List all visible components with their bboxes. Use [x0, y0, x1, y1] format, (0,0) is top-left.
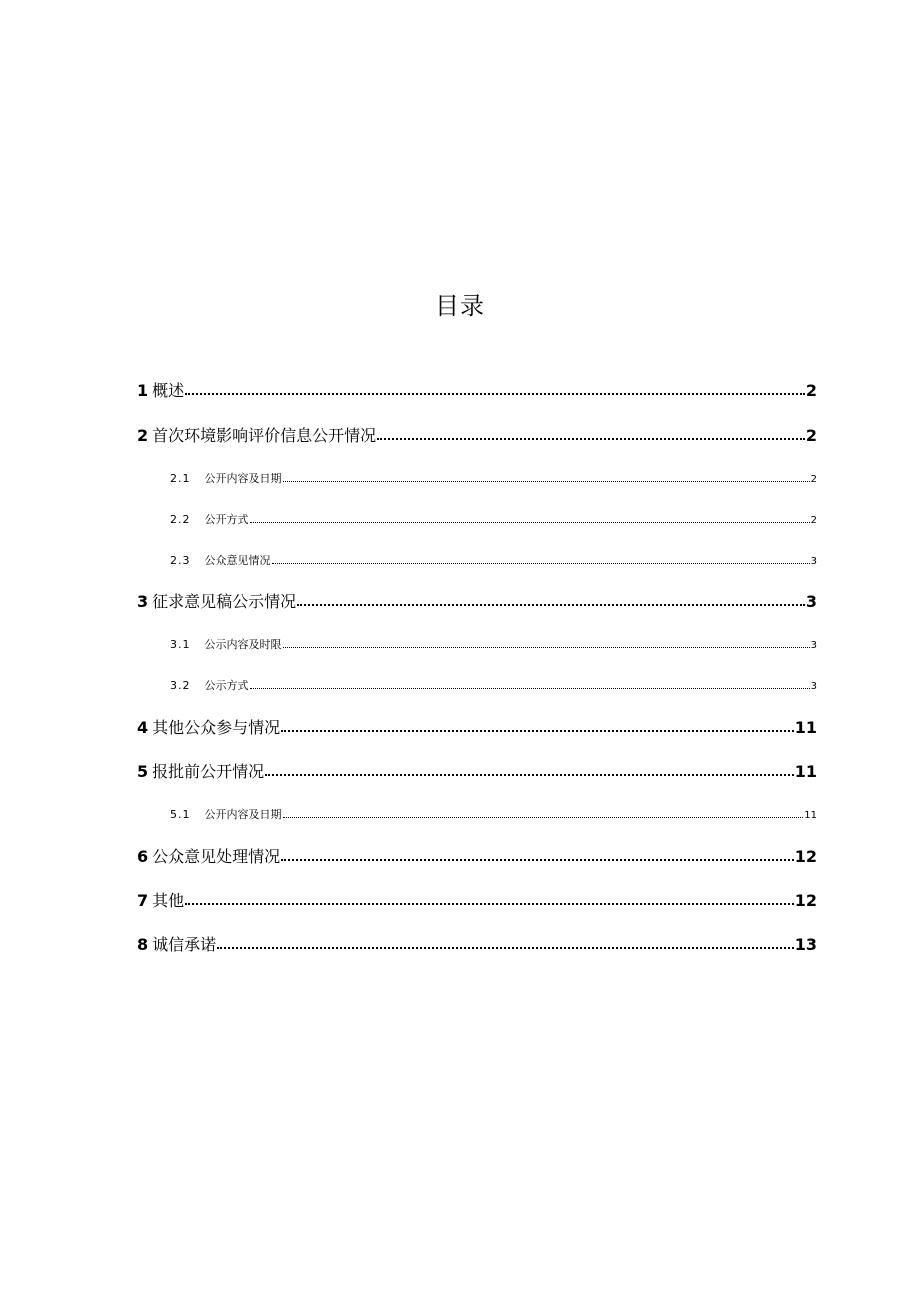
- toc-entry-2-3[interactable]: [170, 553, 817, 570]
- toc-entry-label: 其他公众参与情况: [152, 718, 281, 737]
- toc-entry-label: 公众意见处理情况: [152, 847, 281, 866]
- page-title: 目录: [435, 292, 485, 320]
- toc-entry-6[interactable]: [137, 846, 817, 868]
- toc-dot-leader: [250, 688, 810, 689]
- toc-dot-leader: [281, 859, 794, 861]
- toc-dot-leader: [272, 563, 810, 564]
- toc-entry-label: 公众意见情况: [204, 554, 271, 567]
- toc-dot-leader: [250, 522, 810, 523]
- toc-entry-label: 征求意见稿公示情况: [152, 592, 297, 611]
- toc-dot-leader: [283, 481, 810, 482]
- toc-entry-label: 公开方式: [204, 513, 249, 526]
- toc-entry-number: 2: [137, 426, 149, 445]
- toc-entry-page: 11: [794, 762, 817, 781]
- toc-dot-leader: [377, 438, 805, 440]
- toc-entry-page: 3: [810, 681, 817, 692]
- toc-entry-page: 12: [794, 847, 817, 866]
- toc-entry-5[interactable]: [137, 761, 817, 783]
- toc-entry-label: 公开内容及日期: [204, 472, 282, 485]
- toc-entry-number: 2.3: [170, 554, 191, 567]
- toc-dot-leader: [297, 604, 805, 606]
- toc-entry-page: 2: [805, 426, 817, 445]
- toc-entry-1[interactable]: [137, 380, 817, 402]
- toc-entry-2-1[interactable]: [170, 471, 817, 488]
- toc-entry-page: 2: [810, 474, 817, 485]
- toc-entry-3-2[interactable]: [170, 678, 817, 695]
- toc-dot-leader: [281, 730, 794, 732]
- toc-entry-number: 3.1: [170, 638, 191, 651]
- toc-entry-number: 6: [137, 847, 149, 866]
- toc-entry-label: 公开内容及日期: [204, 808, 282, 821]
- toc-entry-label: 首次环境影响评价信息公开情况: [152, 426, 377, 445]
- toc-entry-label: 概述: [152, 381, 185, 400]
- toc-entry-number: 1: [137, 381, 149, 400]
- toc-entry-4[interactable]: [137, 717, 817, 739]
- toc-dot-leader: [185, 903, 794, 905]
- toc-entry-page: 2: [805, 381, 817, 400]
- toc-entry-number: 2.2: [170, 513, 191, 526]
- toc-entry-number: 4: [137, 718, 149, 737]
- toc-entry-label: 公示方式: [204, 679, 249, 692]
- toc-entry-number: 7: [137, 891, 149, 910]
- toc-dot-leader: [265, 774, 794, 776]
- toc-entry-2[interactable]: [137, 425, 817, 447]
- toc-entry-number: 5.1: [170, 808, 191, 821]
- toc-entry-page: 2: [810, 515, 817, 526]
- toc-entry-page: 13: [794, 935, 817, 954]
- toc-entry-3-1[interactable]: [170, 637, 817, 654]
- toc-entry-number: 8: [137, 935, 149, 954]
- toc-dot-leader: [185, 393, 805, 395]
- toc-entry-label: 诚信承诺: [152, 935, 217, 954]
- toc-entry-number: 3: [137, 592, 149, 611]
- toc-entry-2-2[interactable]: [170, 512, 817, 529]
- toc-entry-number: 3.2: [170, 679, 191, 692]
- toc-entry-number: 5: [137, 762, 149, 781]
- toc-entry-page: 3: [805, 592, 817, 611]
- toc-entry-5-1[interactable]: [170, 807, 817, 824]
- toc-entry-label: 报批前公开情况: [152, 762, 265, 781]
- toc-entry-page: 11: [794, 718, 817, 737]
- toc-entry-number: 2.1: [170, 472, 191, 485]
- toc-dot-leader: [283, 817, 804, 818]
- toc-entry-8[interactable]: [137, 934, 817, 956]
- toc-entry-label: 其他: [152, 891, 185, 910]
- toc-dot-leader: [217, 947, 794, 949]
- toc-entry-page: 3: [810, 640, 817, 651]
- toc-entry-page: 11: [804, 810, 817, 821]
- toc-entry-label: 公示内容及时限: [204, 638, 282, 651]
- toc-dot-leader: [283, 647, 810, 648]
- toc-entry-3[interactable]: [137, 591, 817, 613]
- toc-entry-page: 12: [794, 891, 817, 910]
- toc-entry-page: 3: [810, 556, 817, 567]
- toc-entry-7[interactable]: [137, 890, 817, 912]
